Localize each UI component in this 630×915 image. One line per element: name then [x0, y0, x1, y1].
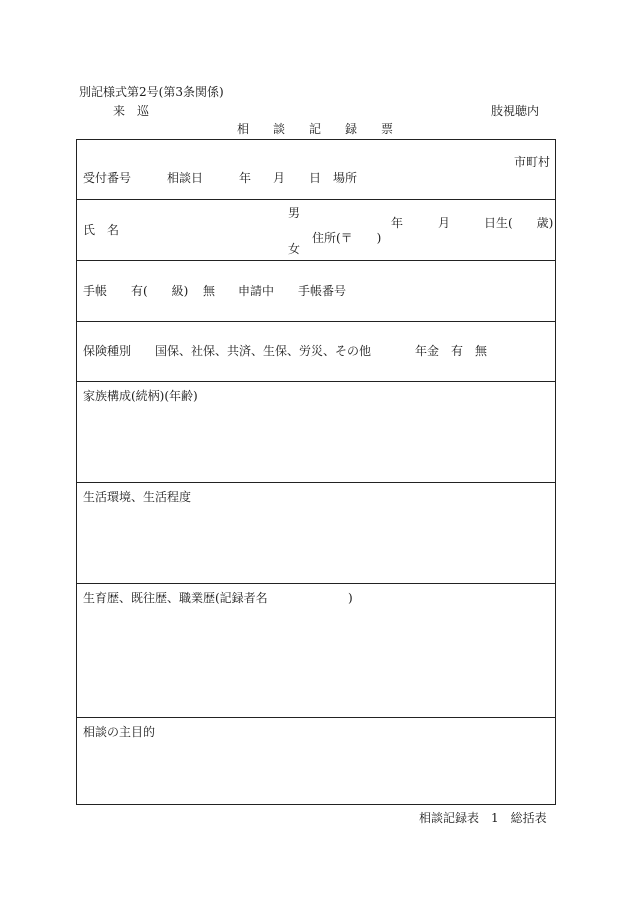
- month-label: 月: [273, 171, 286, 185]
- male-label: 男: [288, 206, 301, 220]
- handbook-label: 手帳: [83, 284, 108, 298]
- row-divider: [77, 717, 555, 718]
- insurance-type-label: 保険種別: [83, 344, 132, 358]
- handbook-none-label: 無: [203, 284, 216, 298]
- row-divider: [77, 482, 555, 483]
- place-label: 場所: [333, 171, 358, 185]
- row-divider: [77, 583, 555, 584]
- visit-type: 来 巡: [113, 104, 150, 118]
- row-divider: [77, 321, 555, 322]
- municipality-label: 市町村: [514, 155, 551, 169]
- row-divider: [77, 260, 555, 261]
- pension-yes-label: 有: [451, 344, 464, 358]
- birth-year-label: 年: [391, 216, 404, 230]
- address-label: 住所(〒 ): [312, 231, 382, 245]
- department-marks: 肢視聴内: [491, 104, 540, 118]
- handbook-number-label: 手帳番号: [298, 284, 347, 298]
- reception-number-label: 受付番号: [83, 171, 132, 185]
- family-structure-label: 家族構成(続柄)(年齢): [83, 389, 198, 403]
- pension-no-label: 無: [475, 344, 488, 358]
- birth-month-label: 月: [438, 216, 451, 230]
- consultation-date-label: 相談日: [167, 171, 204, 185]
- name-label: 氏 名: [83, 223, 120, 237]
- insurance-options: 国保、社保、共済、生保、労災、その他: [155, 344, 372, 358]
- history-close-paren: ): [348, 591, 353, 605]
- birth-day-age-label: 日生( 歳): [484, 216, 554, 230]
- handbook-applying-label: 申請中: [238, 284, 275, 298]
- living-environment-label: 生活環境、生活程度: [83, 490, 192, 504]
- form-number: 別記様式第2号(第3条関係): [79, 85, 224, 99]
- page-title: 相 談 記 録 票: [237, 122, 394, 136]
- history-label: 生育歴、既往歴、職業歴(記録者名: [83, 591, 268, 605]
- consultation-purpose-label: 相談の主目的: [83, 725, 156, 739]
- pension-label: 年金: [415, 344, 440, 358]
- row-divider: [77, 381, 555, 382]
- female-label: 女: [288, 242, 301, 256]
- footer-table-label: 相談記録表 1 総括表: [419, 811, 547, 825]
- day-label: 日: [309, 171, 322, 185]
- year-label: 年: [239, 171, 252, 185]
- row-divider: [77, 199, 555, 200]
- handbook-grade-label: 有( 級): [131, 284, 189, 298]
